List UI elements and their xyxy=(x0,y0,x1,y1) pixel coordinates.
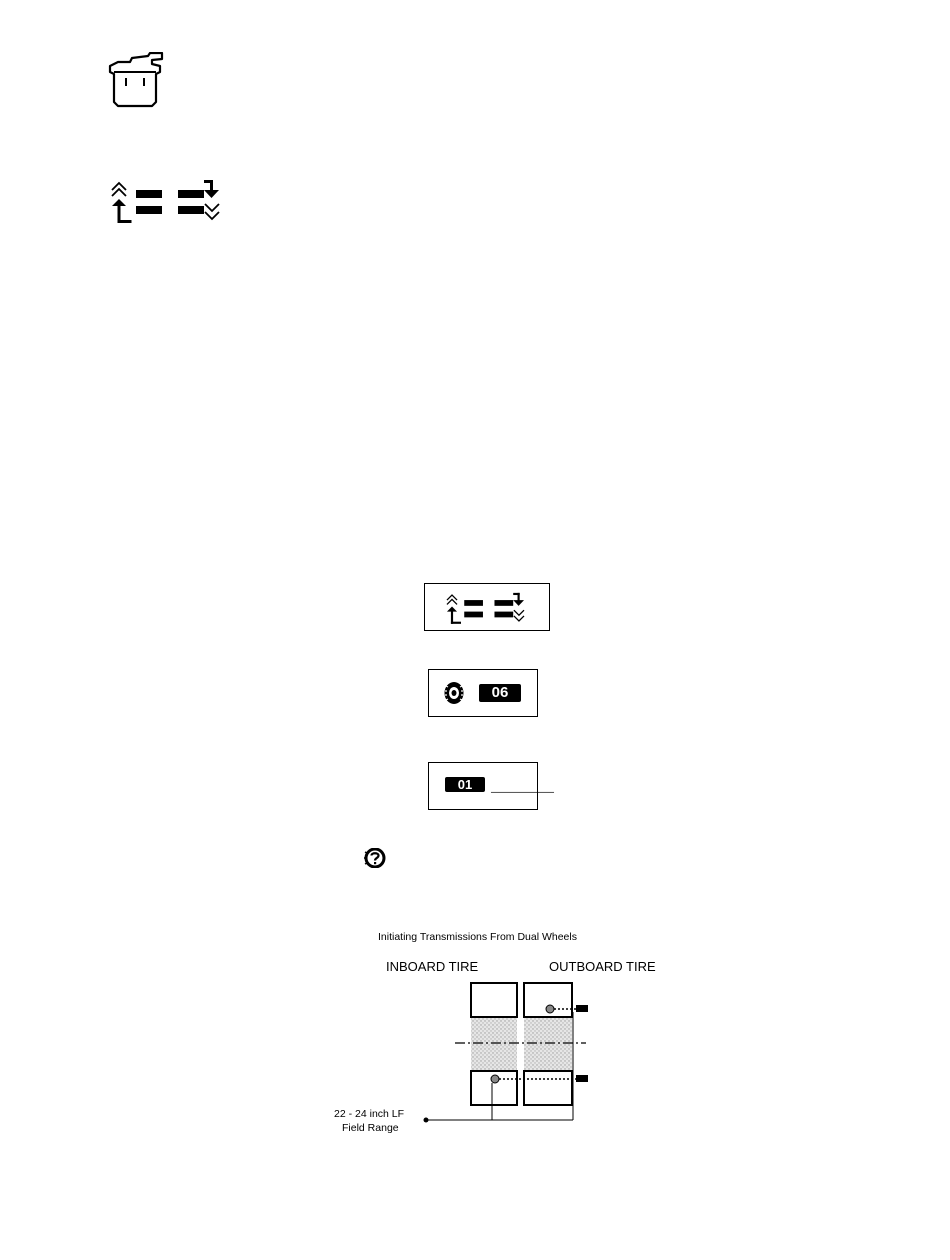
scroll-up-down-icon xyxy=(108,176,230,226)
scroll-up-down-icon xyxy=(435,590,541,626)
outboard-tire-body xyxy=(524,1016,572,1072)
diagram-title: Initiating Transmissions From Dual Wheels xyxy=(378,931,577,943)
lcd-scroll-display xyxy=(424,583,550,631)
inboard-tire-top xyxy=(471,983,517,1017)
field-range-label-line1: 22 - 24 inch LF xyxy=(334,1108,405,1120)
outboard-tire-label: OUTBOARD TIRE xyxy=(549,959,656,974)
field-range-marker xyxy=(424,1118,429,1123)
inboard-tire-body xyxy=(471,1016,517,1072)
tire-question-icon xyxy=(364,848,386,868)
lcd-sensor-display xyxy=(428,762,555,810)
inboard-sensor xyxy=(491,1075,499,1083)
tire-icon xyxy=(443,681,465,705)
inboard-tire-label: INBOARD TIRE xyxy=(386,959,479,974)
outboard-tire-bottom xyxy=(524,1071,572,1105)
tire-count-value: 06 xyxy=(479,684,521,702)
trash-icon xyxy=(108,52,164,108)
field-range-label-line2: Field Range xyxy=(342,1122,399,1134)
sensor-position-value: 01 xyxy=(445,777,485,792)
outboard-tool xyxy=(576,1005,588,1012)
outboard-sensor xyxy=(546,1005,554,1013)
inboard-tool xyxy=(576,1075,588,1082)
sensor-id-placeholder: _______ xyxy=(491,779,555,796)
lcd-tire-count-display xyxy=(428,669,538,717)
